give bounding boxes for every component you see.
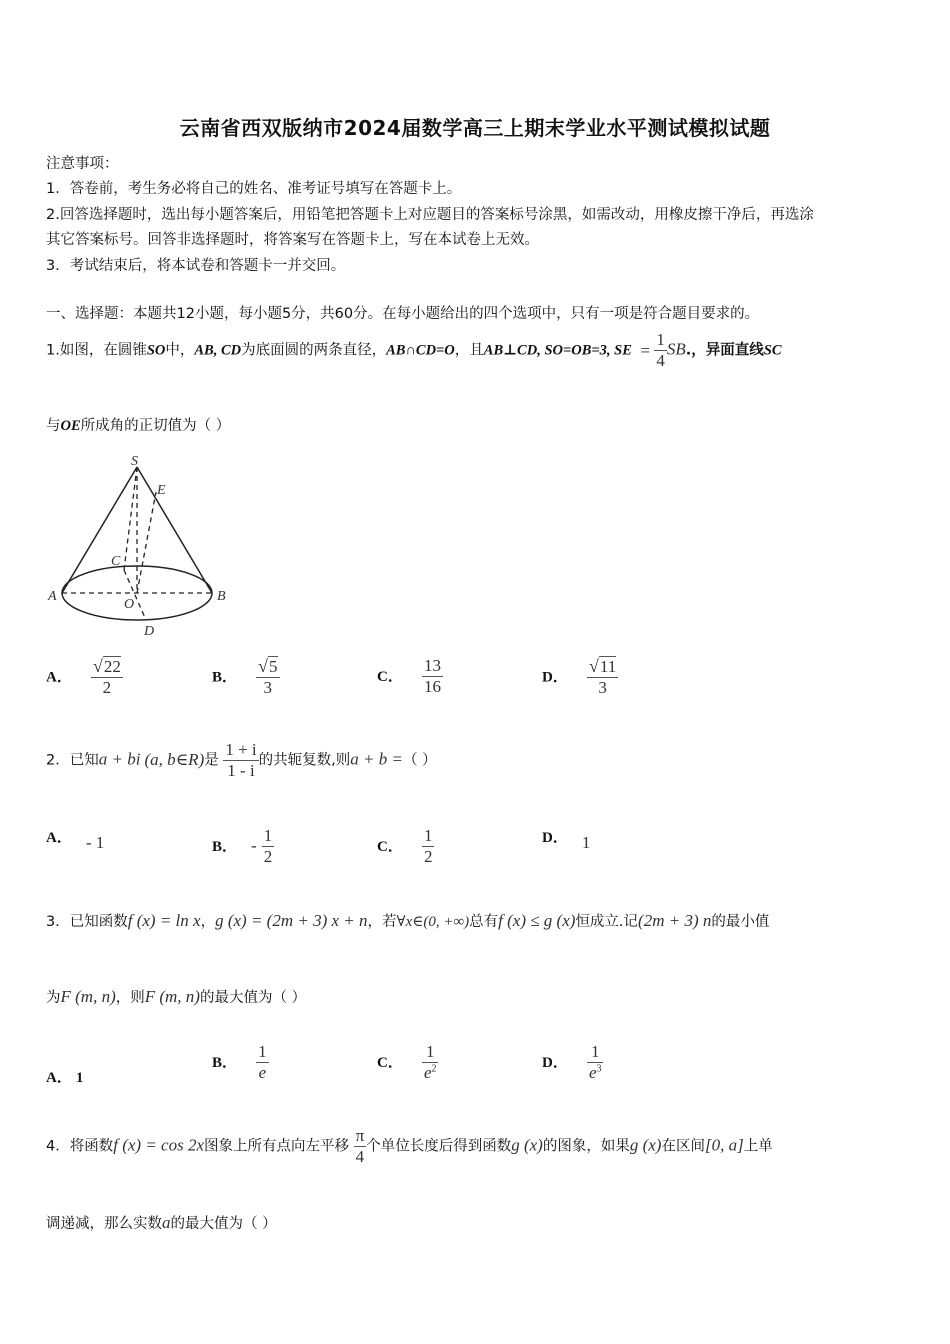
label-e: E — [157, 483, 166, 498]
label-d: D — [144, 624, 155, 639]
notice-item-2-line-1: 2.回答选择题时，选出每小题答案后，用铅笔把答题卡上对应题目的答案标号涂黑，如需改动，用橡皮擦干净后，再选涂 — [46, 207, 814, 223]
question-1-line-2: 与OE所成角的正切值为（ ） — [46, 418, 231, 434]
segment-oe — [137, 492, 156, 593]
q1-se-fraction: = $\frac{1}{4}$ — [640, 330, 665, 370]
question-4-line-2: 调递减，那么实数a的最大值为（ ） — [46, 1213, 277, 1232]
label-b: B — [217, 589, 226, 604]
page-title: 云南省西双版纳市2024届数学高三上期末学业水平测试模拟试题 — [179, 116, 771, 140]
q1-option-a[interactable]: A． $\frac{√22}{2}$ — [46, 656, 121, 697]
question-2: 2．已知a + bi (a, b∈R)是 $\frac{1 + i}{1 - i}$ 的共轭复数,则a + b =（ ） — [46, 740, 437, 780]
q2-option-d[interactable]: D． 1 — [542, 830, 591, 852]
question-3-line-1: 3．已知函数f (x) = ln x，g (x) = (2m + 3) x + n，若∀x∈(0, +∞)总有f (x) ≤ g (x)恒成立.记(2m + 3) n的最小值 — [46, 911, 770, 930]
question-1-line-1: 1.如图，在圆锥SO中，AB, CD为底面圆的两条直径，AB∩CD=O，且AB⊥CD, SO=OB=3, SE = $\frac{1}{4}$ SB.，异面直线SC — [46, 330, 782, 370]
q3-option-b[interactable]: B． $\frac{1}{e}$ — [212, 1042, 267, 1082]
q2-option-a[interactable]: A． - 1 — [46, 830, 105, 852]
label-c: C — [111, 554, 121, 569]
q2-option-b[interactable]: B． - $\frac{1}{2}$ — [212, 826, 273, 866]
q3-option-d[interactable]: D． $\frac{1}{e^3}$ — [542, 1042, 602, 1082]
section-1-heading: 一、选择题：本题共12小题，每小题5分，共60分。在每小题给出的四个选项中，只有一项是符合题目要求的。 — [46, 306, 760, 322]
diameter-cd — [124, 570, 146, 620]
label-o: O — [124, 597, 135, 612]
notice-item-1: 1．答卷前，考生务必将自己的姓名、准考证号填写在答题卡上。 — [46, 181, 462, 197]
notice-item-2-line-2: 其它答案标号。回答非选择题时，将答案写在答题卡上，写在本试卷上无效。 — [46, 232, 539, 248]
label-s: S — [131, 454, 138, 469]
q1-option-b[interactable]: B． $\frac{√5}{3}$ — [212, 656, 278, 697]
q1-option-c[interactable]: C． $\frac{13}{16}$ — [377, 656, 441, 696]
notice-heading: 注意事项： — [46, 156, 119, 172]
q3-option-c[interactable]: C． $\frac{1}{e^2}$ — [377, 1042, 437, 1082]
question-4-line-1: 4．将函数f (x) = cos 2x图象上所有点向左平移 $\frac{\pi}{4}$ 个单位长度后得到函数g (x)的图象，如果g (x)在区间[0, a]上单 — [46, 1126, 773, 1166]
q3-option-a[interactable]: A． 1 — [46, 1070, 84, 1086]
label-a: A — [48, 589, 57, 604]
segment-sc — [124, 467, 137, 570]
cone-figure — [40, 450, 240, 640]
question-3-line-2: 为F (m, n)，则F (m, n)的最大值为（ ） — [46, 987, 307, 1006]
notice-item-3: 3．考试结束后，将本试卷和答题卡一并交回。 — [46, 258, 346, 274]
q1-option-d[interactable]: D． $\frac{√11}{3}$ — [542, 656, 617, 697]
q2-option-c[interactable]: C． $\frac{1}{2}$ — [377, 826, 433, 866]
